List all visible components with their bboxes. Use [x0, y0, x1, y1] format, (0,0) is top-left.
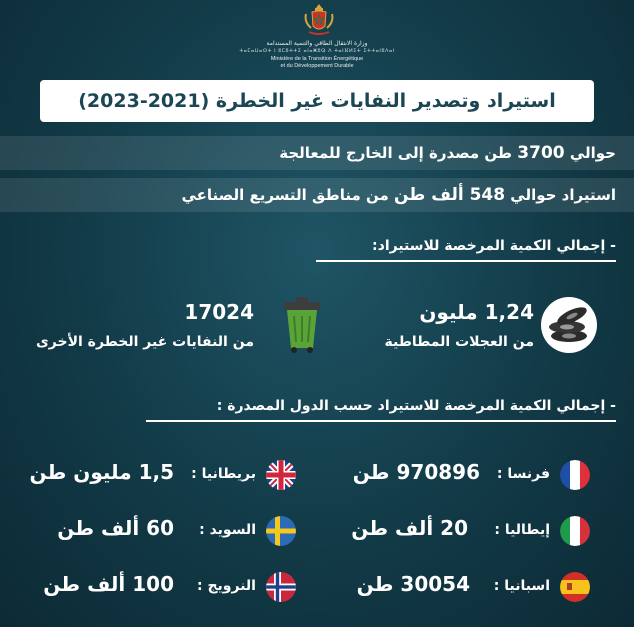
section-heading-countries-underline — [146, 420, 616, 422]
spain-flag-icon — [560, 572, 590, 602]
tires-label: من العجلات المطاطية — [384, 334, 534, 350]
country-name-italy: إيطاليا : — [494, 522, 550, 538]
export-amount: 3700 — [517, 143, 565, 163]
country-name-sweden: السويد : — [199, 522, 256, 538]
other-waste-label: من النفايات غير الخطرة الأخرى — [35, 334, 254, 350]
uk-flag-icon — [266, 460, 296, 490]
ministry-name-french-line2: et du Développement Durable — [280, 63, 354, 69]
royal-emblem-icon — [303, 2, 335, 38]
country-name-norway: النرويج : — [196, 578, 256, 594]
export-statement — [279, 136, 616, 170]
country-value-sweden: 60 ألف طن — [57, 516, 174, 540]
ministry-name-french-line1: Ministère de la Transition Énergétique — [270, 56, 364, 62]
tire-stack-icon — [540, 296, 598, 354]
import-statement-suffix: من مناطق التسريع الصناعي — [181, 186, 394, 204]
export-statement-suffix: طن مصدرة إلى الخارج للمعالجة — [279, 144, 518, 162]
export-statement-prefix: حوالي — [564, 144, 616, 162]
norway-flag-icon — [266, 572, 296, 602]
country-value-italy: 20 ألف طن — [351, 516, 468, 540]
country-name-france: فرنسا : — [496, 466, 550, 482]
ministry-name-tifinagh: ⵜⴰⵎⴰⵡⴰⵙⵜ ⵏ ⵓⵎⵓⵜⵜⵉ ⴰⵏⴰⵥⵓⵕ ⴷ ⵜⴰⵏⴼⵍⵉⵜ ⵉⵜⵜⴰⵏⵓⴷⴰⵏ — [239, 48, 395, 54]
ministry-name-arabic: وزارة الانتقال الطاقي والتنمية المستدامة — [266, 40, 368, 47]
country-value-norway: 100 ألف طن — [43, 572, 174, 596]
sweden-flag-icon — [266, 516, 296, 546]
country-value-spain: 30054 طن — [356, 572, 470, 596]
italy-flag-icon — [560, 516, 590, 546]
import-amount: 548 ألف طن — [393, 185, 506, 205]
country-name-uk: بريطانيا : — [191, 466, 256, 482]
waste-bin-icon — [282, 296, 322, 354]
header — [0, 0, 634, 78]
country-value-france: 970896 طن — [352, 460, 480, 484]
other-waste-value: 17024 — [184, 300, 254, 324]
import-statement-prefix: استيراد حوالي — [505, 186, 616, 204]
country-value-uk: 1,5 مليون طن — [29, 460, 174, 484]
tires-value: 1,24 مليون — [419, 300, 534, 324]
section-heading-countries: - إجمالي الكمية المرخصة للاستيراد حسب الدول المصدرة : — [216, 398, 616, 414]
page-title: استيراد وتصدير النفايات غير الخطرة (2021-2023) — [78, 90, 556, 112]
import-statement — [182, 178, 617, 212]
country-name-spain: اسبانيا : — [493, 578, 550, 594]
france-flag-icon — [560, 460, 590, 490]
section-heading-total: - إجمالي الكمية المرخصة للاستيراد: — [372, 238, 616, 254]
section-heading-total-underline — [316, 260, 616, 262]
